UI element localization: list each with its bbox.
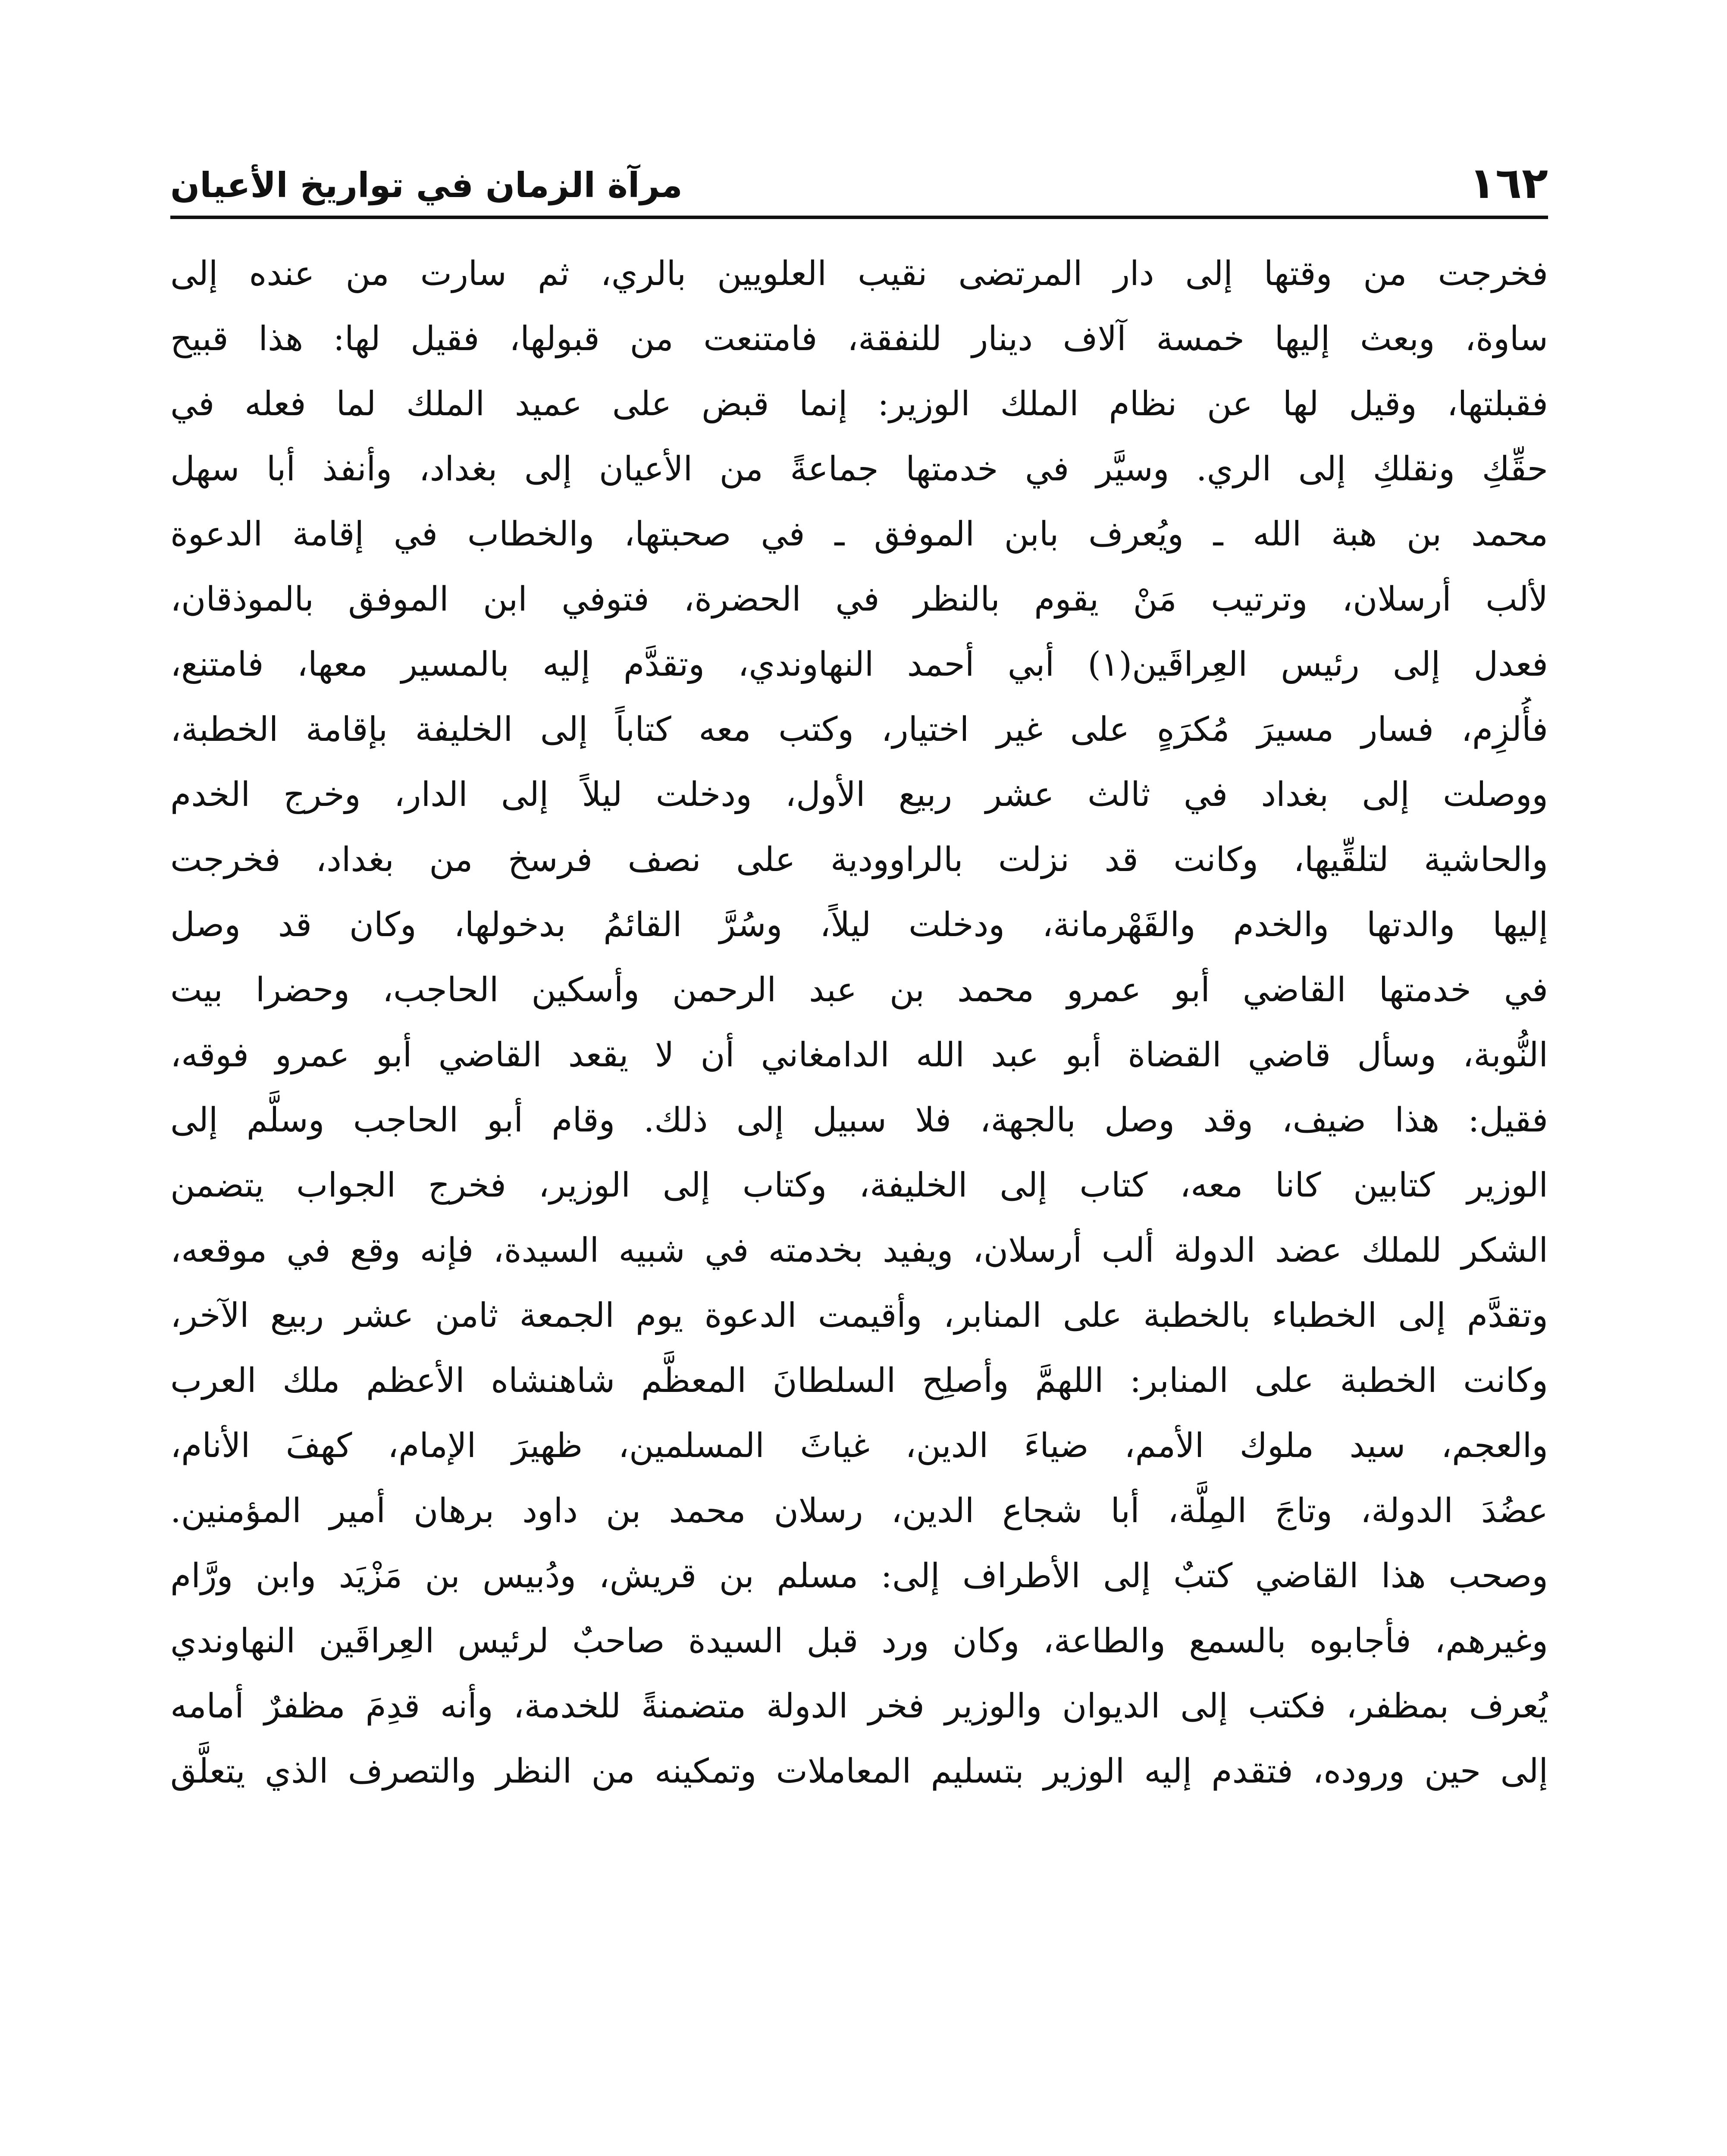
body-text [170,241,1548,1804]
text-line: وصحب هذا القاضي كتبٌ إلى الأطراف إلى: مسلم بن قريش، ودُبيس بن مَزْيَد وابن ورَّام [170,1557,1548,1595]
text-line: في خدمتها القاضي أبو عمرو محمد بن عبد الرحمن وأسكين الحاجب، وحضرا بيت [170,971,1548,1009]
text-line: والحاشية لتلقِّيها، وكانت قد نزلت بالراوودية على نصف فرسخ من بغداد، فخرجت [170,840,1548,879]
text-line: ووصلت إلى بغداد في ثالث عشر ربيع الأول، ودخلت ليلاً إلى الدار، وخرج الخدم [170,775,1548,814]
text-line: والعجم، سيد ملوك الأمم، ضياءَ الدين، غياثَ المسلمين، ظهيرَ الإمام، كهفَ الأنام، [170,1426,1548,1465]
text-line: عضُدَ الدولة، وتاجَ المِلَّة، أبا شجاع الدين، رسلان محمد بن داود برهان أمير المؤمنين. [170,1492,1548,1530]
text-line: الوزير كتابين كانا معه، كتاب إلى الخليفة، وكتاب إلى الوزير، فخرج الجواب يتضمن [170,1166,1548,1205]
page-number: ١٦٢ [1469,158,1548,208]
text-line: النُّوبة، وسأل قاضي القضاة أبو عبد الله الدامغاني أن لا يقعد القاضي أبو عمرو فوقه، [170,1036,1548,1075]
running-header [170,155,1548,216]
text-line: لألب أرسلان، وترتيب مَنْ يقوم بالنظر في الحضرة، فتوفي ابن الموفق بالموذقان، [170,580,1548,619]
text-line: فقبلتها، وقيل لها عن نظام الملك الوزير: إنما قبض على عميد الملك لما فعله في [170,385,1548,423]
text-line: فقيل: هذا ضيف، وقد وصل بالجهة، فلا سبيل إلى ذلك. وقام أبو الحاجب وسلَّم إلى [170,1101,1548,1140]
book-title: مرآة الزمان في تواريخ الأعيان [170,165,683,205]
text-line: محمد بن هبة الله ـ ويُعرف بابن الموفق ـ في صحبتها، والخطاب في إقامة الدعوة [170,515,1548,554]
text-line: حقِّكِ ونقلكِ إلى الري. وسيَّر في خدمتها جماعةً من الأعيان إلى بغداد، وأنفذ أبا سهل [170,450,1548,489]
text-line: وغيرهم، فأجابوه بالسمع والطاعة، وكان ورد قبل السيدة صاحبٌ لرئيس العِراقَين النهاوندي [170,1622,1548,1661]
text-line: وكانت الخطبة على المنابر: اللهمَّ وأصلِح السلطانَ المعظَّم شاهنشاه الأعظم ملك العرب [170,1361,1548,1400]
text-line: الشكر للملك عضد الدولة ألب أرسلان، ويفيد بخدمته في شبيه السيدة، فإنه وقع في موقعه، [170,1231,1548,1270]
header-divider [170,216,1548,219]
text-line: ساوة، وبعث إليها خمسة آلاف دينار للنفقة، فامتنعت من قبولها، فقيل لها: هذا قبيح [170,320,1548,358]
text-line: يُعرف بمظفر، فكتب إلى الديوان والوزير فخر الدولة متضمنةً للخدمة، وأنه قدِمَ مظفرٌ أمامه [170,1687,1548,1726]
text-line: إلى حين وروده، فتقدم إليه الوزير بتسليم المعاملات وتمكينه من النظر والتصرف الذي يتعلَّق [170,1752,1548,1791]
text-line: وتقدَّم إلى الخطباء بالخطبة على المنابر، وأقيمت الدعوة يوم الجمعة ثامن عشر ربيع الآخر، [170,1296,1548,1335]
text-line: فأُلزِم، فسار مسيرَ مُكرَهٍ على غير اختيار، وكتب معه كتاباً إلى الخليفة بإقامة الخطبة، [170,710,1548,749]
text-line: فعدل إلى رئيس العِراقَين(١) أبي أحمد النهاوندي، وتقدَّم إليه بالمسير معها، فامتنع، [170,645,1548,684]
text-line: إليها والدتها والخدم والقَهْرمانة، ودخلت ليلاً، وسُرَّ القائمُ بدخولها، وكان قد وصل [170,906,1548,944]
text-line: فخرجت من وقتها إلى دار المرتضى نقيب العلويين بالري، ثم سارت من عنده إلى [170,254,1548,293]
